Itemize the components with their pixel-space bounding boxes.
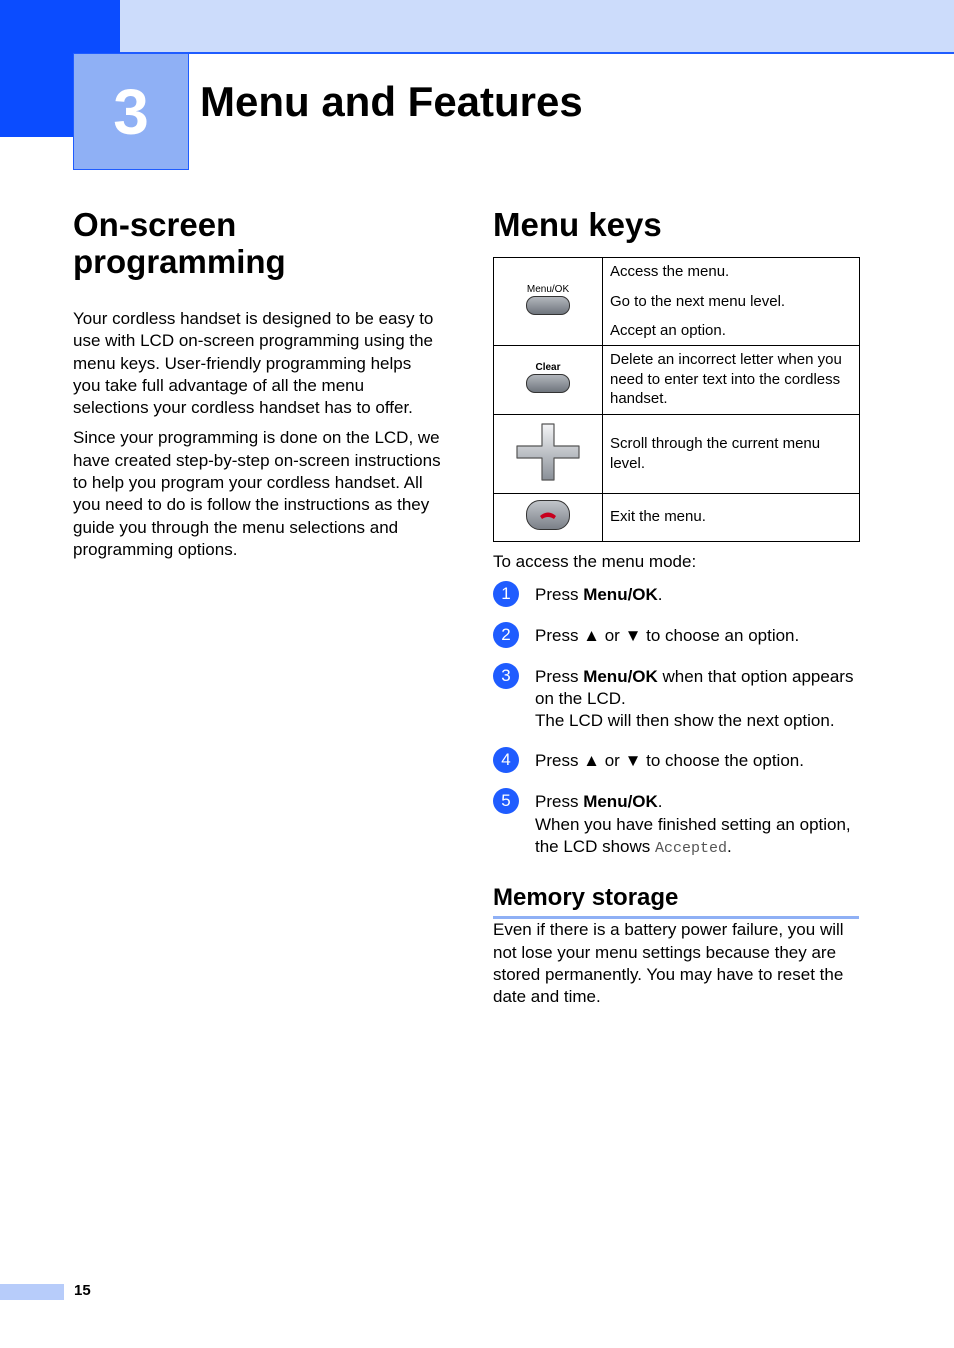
menu-ok-key-icon xyxy=(526,296,570,315)
step-1 xyxy=(493,584,861,607)
table-row xyxy=(494,258,860,346)
key-icon-cell xyxy=(494,258,603,346)
step-text-part: Press xyxy=(535,584,584,604)
table-row xyxy=(494,414,860,493)
clear-key-label: Clear xyxy=(535,362,561,373)
description-line: Access the menu. xyxy=(610,263,730,280)
step-number-badge: 5 xyxy=(493,788,519,814)
table-row xyxy=(494,345,860,414)
paragraph: Your cordless handset is designed to be easy to use with LCD on-screen programming using the menu keys. User-friendly programming helps you take full advantage of all the menu selections your cordless handset has to offer. xyxy=(73,309,434,418)
step-text xyxy=(535,750,804,772)
page-number: 15 xyxy=(74,1282,91,1299)
step-text-part: Press ▲ or ▼ to choose an option. xyxy=(535,625,800,645)
right-column xyxy=(493,206,861,1016)
key-icon-cell xyxy=(494,414,603,493)
step-note: When you have finished setting an option, the LCD shows xyxy=(535,814,851,856)
chapter-title: Menu and Features xyxy=(200,78,583,125)
section-heading-on-screen: On-screen programming xyxy=(73,206,286,280)
description-line: Exit the menu. xyxy=(610,508,706,526)
paragraph: Since your programming is done on the LCD, we have created step-by-step on-screen instructions to help you program your cordless handset. All you need to do is follow the instructions as they guide you through the menu selections and programming options. xyxy=(73,428,441,559)
step-key-name: Menu/OK xyxy=(583,666,658,686)
key-description xyxy=(603,345,860,414)
navigation-cross-icon xyxy=(513,420,583,484)
menu-keys-table xyxy=(493,257,860,542)
chapter-number-box xyxy=(73,53,189,170)
step-5 xyxy=(493,791,861,860)
step-2 xyxy=(493,625,861,648)
table-row xyxy=(494,493,860,541)
steps-intro: To access the menu mode: xyxy=(493,551,697,571)
description-line: Scroll through the current menu level. xyxy=(610,435,821,472)
header-band xyxy=(120,0,954,54)
section-heading-menu-keys: Menu keys xyxy=(493,206,662,243)
footer-bar xyxy=(0,1284,64,1300)
key-icon-cell xyxy=(494,345,603,414)
step-text xyxy=(535,791,861,860)
step-note: The LCD will then show the next option. xyxy=(535,711,835,731)
left-column xyxy=(73,206,443,569)
lcd-message: Accepted xyxy=(655,839,728,857)
step-number-badge: 3 xyxy=(493,663,519,689)
step-text-part: Press xyxy=(535,666,584,686)
paragraph: Even if there is a battery power failure, you will not lose your menu settings because they are stored permanently. You may have to reset the date and time. xyxy=(493,920,844,1007)
chapter-number: 3 xyxy=(113,75,149,148)
step-key-name: Menu/OK xyxy=(583,792,658,812)
step-text xyxy=(535,584,663,606)
step-number-badge: 2 xyxy=(493,622,519,648)
clear-key-icon xyxy=(526,374,570,393)
step-text-part: . xyxy=(657,792,663,812)
step-text-part: . xyxy=(657,584,663,604)
step-text-part: . xyxy=(727,836,732,856)
key-description xyxy=(603,493,860,541)
step-text xyxy=(535,666,861,733)
step-3 xyxy=(493,666,861,733)
step-key-name: Menu/OK xyxy=(583,584,658,604)
subsection-heading-memory: Memory storage xyxy=(493,884,859,919)
description-line: Delete an incorrect letter when you need to enter text into the cordless handset. xyxy=(610,351,842,408)
step-text-part: when that option appears on the LCD. xyxy=(535,666,854,708)
step-text-part: Press ▲ or ▼ to choose the option. xyxy=(535,751,804,771)
step-text xyxy=(535,625,799,647)
step-number-badge: 4 xyxy=(493,747,519,773)
description-line: Go to the next menu level. xyxy=(610,292,786,310)
step-text-part: Press xyxy=(535,792,584,812)
menu-ok-key-label: Menu/OK xyxy=(526,283,570,295)
key-icon-cell xyxy=(494,493,603,541)
step-4 xyxy=(493,750,861,773)
step-number-badge: 1 xyxy=(493,581,519,607)
description-line: Accept an option. xyxy=(610,322,726,339)
key-description xyxy=(603,258,860,346)
key-description xyxy=(603,414,860,493)
end-call-key-icon xyxy=(526,500,570,530)
